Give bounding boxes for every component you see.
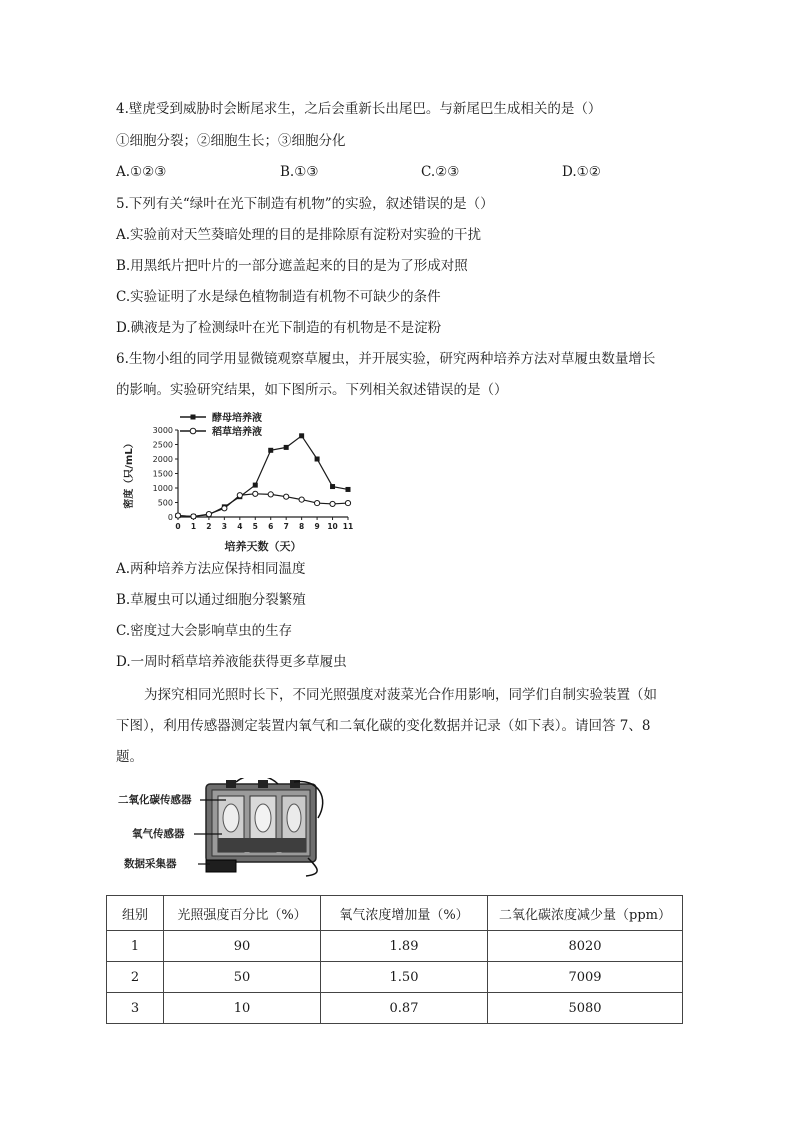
x-tick-label: 4 xyxy=(237,522,243,531)
q6-option-c: C.密度过大会影响草虫的生存 xyxy=(116,623,293,639)
q4-option-c: C.②③ xyxy=(421,164,460,180)
x-axis-title: 培养天数（天） xyxy=(224,540,302,553)
series-2-point xyxy=(314,500,319,505)
cell-co2: 5080 xyxy=(488,993,683,1024)
y-tick-label: 0 xyxy=(167,513,173,522)
label-o2-sensor: 氧气传感器 xyxy=(132,828,185,840)
series-line-2 xyxy=(178,494,348,517)
series-2-point xyxy=(330,501,335,506)
x-tick-label: 5 xyxy=(252,522,258,531)
series-2-point xyxy=(268,492,273,497)
q6-option-a: A.两种培养方法应保持相同温度 xyxy=(116,561,306,577)
series-2-point xyxy=(222,506,227,511)
q6-option-d: D.一周时稻草培养液能获得更多草履虫 xyxy=(116,654,347,670)
q4-option-b: B.①③ xyxy=(280,164,319,180)
q5-option-b: B.用黑纸片把叶片的一部分遮盖起来的目的是为了形成对照 xyxy=(116,258,468,274)
y-tick-label: 1000 xyxy=(152,484,173,493)
q5-stem: 5.下列有关“绿叶在光下制造有机物”的实验，叙述错误的是（） xyxy=(116,196,494,212)
q5-option-c: C.实验证明了水是绿色植物制造有机物不可缺少的条件 xyxy=(116,289,441,305)
x-tick-label: 1 xyxy=(190,522,197,531)
legend-label-2: 稻草培养液 xyxy=(212,427,262,438)
intro-line1: 为探究相同光照时长下，不同光照强度对菠菜光合作用影响，同学们自制实验装置（如 xyxy=(144,687,657,703)
table-header-row xyxy=(107,896,683,931)
x-tick-label: 10 xyxy=(327,522,338,531)
series-1-point xyxy=(299,433,304,438)
series-2-point xyxy=(175,513,180,518)
y-tick-label: 3000 xyxy=(152,426,173,435)
y-tick-label: 500 xyxy=(157,498,173,508)
q6-stem-line1: 6.生物小组的同学用显微镜观察草履虫，并开展实验，研究两种培养方法对草履虫数量增长 xyxy=(116,351,656,367)
q4-stem: 4.壁虎受到威胁时会断尾求生，之后会重新长出尾巴。与新尾巴生成相关的是（） xyxy=(116,101,602,117)
cell-oxygen: 1.50 xyxy=(321,962,488,993)
label-data-collector: 数据采集器 xyxy=(124,858,177,870)
x-tick-label: 3 xyxy=(221,522,227,531)
table-row xyxy=(107,931,683,962)
experiment-device-figure xyxy=(118,778,333,878)
series-2-point xyxy=(253,491,258,496)
q5-option-a: A.实验前对天竺葵暗处理的目的是排除原有淀粉对实验的干扰 xyxy=(116,227,482,243)
q4-option-d: D.①② xyxy=(562,164,601,180)
x-tick-label: 0 xyxy=(175,522,181,531)
header-light-intensity: 光照强度百分比（%） xyxy=(164,896,321,931)
results-table xyxy=(106,895,683,1024)
cell-oxygen: 0.87 xyxy=(321,993,488,1024)
cell-oxygen: 1.89 xyxy=(321,931,488,962)
cell-light: 90 xyxy=(164,931,321,962)
q4-items: ①细胞分裂；②细胞生长；③细胞分化 xyxy=(116,133,346,149)
label-co2-sensor: 二氧化碳传感器 xyxy=(118,794,192,806)
device-photo xyxy=(118,778,333,878)
y-axis-title: 密度（只/mL） xyxy=(124,438,135,509)
q6-option-b: B.草履虫可以通过细胞分裂繁殖 xyxy=(116,592,306,608)
series-2-point xyxy=(191,514,196,519)
table-row xyxy=(107,962,683,993)
series-line-1 xyxy=(178,436,348,517)
series-2-point xyxy=(345,500,350,505)
cell-group: 2 xyxy=(107,962,164,993)
series-1-point xyxy=(330,484,335,489)
legend-marker-2 xyxy=(190,428,196,434)
density-chart-svg xyxy=(120,410,360,555)
q5-option-d: D.碘液是为了检测绿叶在光下制造的有机物是不是淀粉 xyxy=(116,320,442,336)
q6-stem-line2: 的影响。实验研究结果，如下图所示。下列相关叙述错误的是（） xyxy=(116,382,508,398)
header-co2-decrease: 二氧化碳浓度减少量（ppm） xyxy=(488,896,683,931)
series-2-point xyxy=(299,497,304,502)
series-1-point xyxy=(315,457,320,462)
cell-light: 10 xyxy=(164,993,321,1024)
table-row xyxy=(107,993,683,1024)
series-2-point xyxy=(284,494,289,499)
cell-co2: 8020 xyxy=(488,931,683,962)
cell-light: 50 xyxy=(164,962,321,993)
x-tick-label: 6 xyxy=(268,522,274,531)
y-tick-label: 1500 xyxy=(152,469,173,479)
cell-group: 1 xyxy=(107,931,164,962)
series-2-point xyxy=(206,512,211,517)
x-tick-label: 9 xyxy=(314,522,320,531)
legend-label-1: 酵母培养液 xyxy=(212,413,262,424)
header-group: 组别 xyxy=(107,896,164,931)
x-tick-label: 8 xyxy=(299,522,305,531)
x-tick-label: 2 xyxy=(206,522,212,531)
intro-line2: 下图），利用传感器测定装置内氧气和二氧化碳的变化数据并记录（如下表）。请回答 7、8 xyxy=(116,718,651,734)
intro-line3: 题。 xyxy=(116,749,143,765)
y-tick-label: 2000 xyxy=(152,455,173,464)
q4-option-a: A.①②③ xyxy=(116,164,167,180)
y-tick-label: 2500 xyxy=(152,440,173,450)
series-1-point xyxy=(253,483,258,488)
series-2-point xyxy=(237,493,242,498)
header-oxygen-increase: 氧气浓度增加量（%） xyxy=(321,896,488,931)
legend-marker-1 xyxy=(191,415,196,420)
series-1-point xyxy=(268,448,273,453)
x-tick-label: 11 xyxy=(342,522,354,531)
x-tick-label: 7 xyxy=(283,522,289,531)
cell-co2: 7009 xyxy=(488,962,683,993)
series-1-point xyxy=(284,445,289,450)
series-1-point xyxy=(346,487,351,492)
cell-group: 3 xyxy=(107,993,164,1024)
density-chart xyxy=(120,410,360,555)
